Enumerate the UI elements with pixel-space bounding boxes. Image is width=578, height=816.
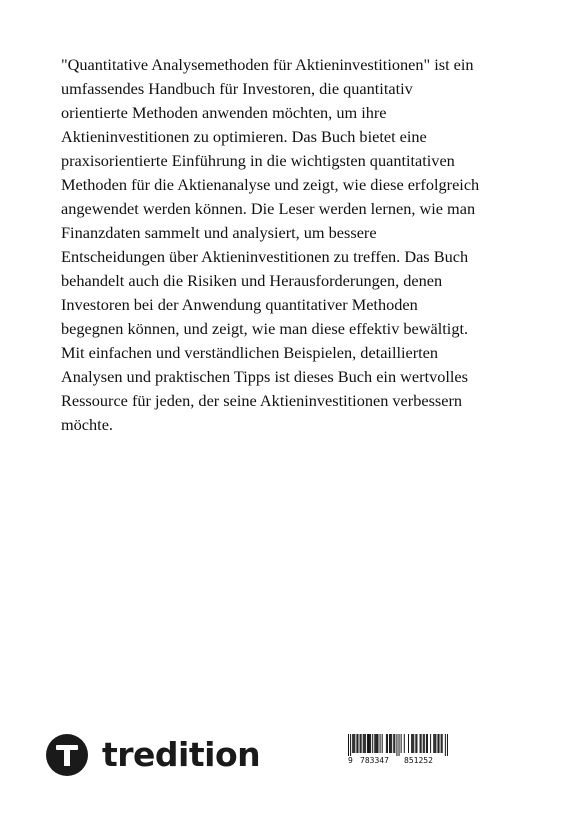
publisher-logo — [46, 733, 260, 777]
isbn-left-group: 783347 — [360, 756, 389, 765]
isbn-number — [348, 756, 448, 768]
isbn-right-group: 851252 — [404, 756, 433, 765]
publisher-name: tredition — [102, 735, 261, 774]
isbn-lead-digit: 9 — [348, 756, 353, 765]
tredition-t-logo-icon — [46, 734, 88, 776]
back-cover-blurb: "Quantitative Analysemethoden für Aktieninvestitionen" ist ein umfassendes Handbuch für Investoren, die quantitativ orientierte Methoden anwenden möchten, um ihre Aktieninvestitionen zu optimieren. Das Buch bietet eine praxisorientierte Einführung in die wichtigsten quantitativen Methoden für die Aktienanalyse und zeigt, wie diese erfolgreich angewendet werden können. Die Leser werden lernen, wie man Finanzdaten sammelt und analysiert, um bessere Entscheidungen über Aktieninvestitionen zu treffen. Das Buch behandelt auch die Risiken und Herausforderungen, denen Investoren bei der Anwendung quantitativer Methoden begegnen können, und zeigt, wie man diese effektiv bewältigt. Mit einfachen und verständlichen Beispielen, detaillierten Analysen und praktischen Tipps ist dieses Buch ein wertvolles Ressource für jeden, der seine Aktieninvestitionen verbessern möchte. — [61, 55, 480, 434]
